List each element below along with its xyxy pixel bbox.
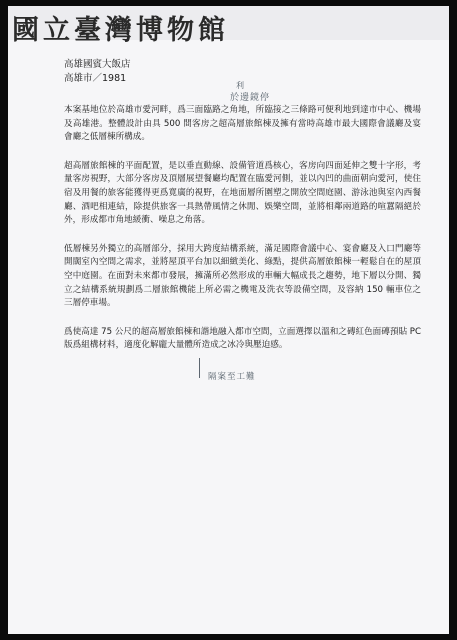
project-place-year: 高雄市／1981 [64,73,127,84]
masthead-title: 國立臺灣博物館 [12,15,229,46]
masthead-bar [8,6,449,46]
paragraph-4: 爲使高達 75 公尺的超高層旅館棟和諧地融入都市空間，立面選擇以溫和之磚紅色面磚預貼 PC 版爲組構材料，適度化解龐大量體所造成之冰冷與壓迫感。 [64,326,421,351]
document-body [64,104,421,368]
handwritten-stroke [199,358,200,378]
handwritten-note-top-small: 利 [236,81,244,90]
project-name: 高雄國賓大飯店 [64,59,131,70]
project-meta [64,58,131,86]
paragraph-3: 低層棟另外獨立的高層部分，採用大跨度結構系統，滿足國際會議中心、宴會廳及入口門廳等開闊室內空間之需求，並將屋頂平台加以細緻美化、綠點，提供高層旅館棟一輕鬆自在的屋頂空中庭園。在面對未來都市發展，擁滿所必然形成的車輛大幅成長之趨勢，地下層以分開、獨立之結構系統規劃爲二層旅館機能上所必需之機電及洗衣等設備空間，及容納 150 輛車位之三層停車場。 [64,243,421,309]
handwritten-note-bottom: 隔案至工難 [208,372,256,382]
document-page [8,6,449,634]
paragraph-2: 超高層旅館棟的平面配置，是以垂直動線、設備管道爲核心，客房向四面延伸之雙十字形，考量客房視野，大部分客房及頂層展望餐廳均配置在臨愛河側，並以內凹的曲面朝向愛河，使住宿及用餐的旅客能獲得更爲寬廣的視野，在地面層所圍塑之開放空間庭園、游泳池與室內西餐廳、酒吧相連結，除提供旅客一具熱帶風情之休閒、娛樂空間，並將相鄰兩道路的喧囂隔絕於外，形成都市角地緩衝、噪息之角落。 [64,160,421,226]
handwritten-note-top: 於邊鏡停 [230,93,271,103]
paragraph-1: 本案基地位於高雄市愛河畔，爲三面臨路之角地，所臨接之三條路可便利地到達市中心、機場及高雄港。整體設計由具 500 間客房之超高層旅館棟及擁有當時高雄市最大國際會議廳及宴會廳之低層棟所構成。 [64,105,421,143]
